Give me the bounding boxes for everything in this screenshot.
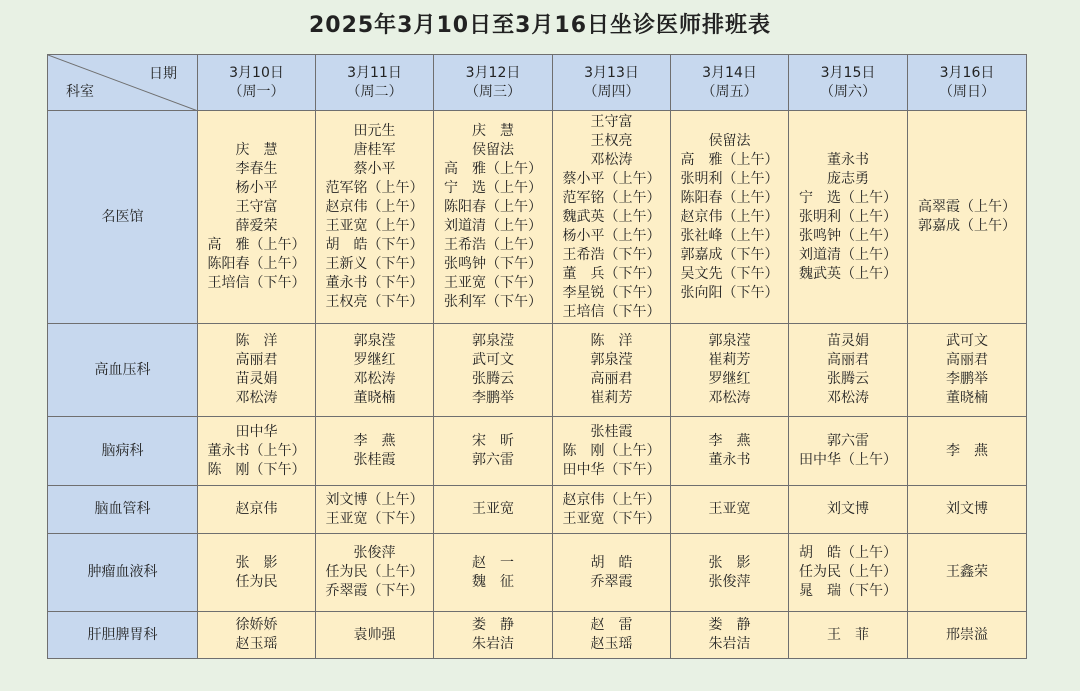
dept-name: 脑血管科	[48, 486, 198, 534]
dept-name: 高血压科	[48, 324, 198, 417]
schedule-cell: 胡 皓 乔翠霞	[553, 534, 671, 612]
day-header	[198, 55, 316, 111]
schedule-cell: 董永书 庞志勇 宁 选（上午） 张明利（上午） 张鸣钟（上午） 刘道清（上午） 魏武英（上午）	[789, 111, 908, 324]
schedule-cell: 武可文 高丽君 李鹏举 董晓楠	[908, 324, 1027, 417]
schedule-cell: 陈 洋 郭泉滢 高丽君 崔莉芳	[553, 324, 671, 417]
corner-dept-label: 科室	[66, 84, 94, 100]
day-weekday: （周四）	[583, 83, 640, 100]
day-weekday: （周三）	[465, 83, 521, 100]
schedule-cell: 庆 慧 李春生 杨小平 王守富 薛爱荣 高 雅（上午） 陈阳春（上午） 王培信（下午）	[198, 111, 316, 324]
schedule-cell: 刘文博（上午） 王亚宽（下午）	[316, 486, 434, 534]
schedule-cell: 赵 一 魏 征	[434, 534, 553, 612]
schedule-cell: 徐娇娇 赵玉瑶	[198, 612, 316, 659]
schedule-cell: 高翠霞（上午） 郭嘉成（上午）	[908, 111, 1027, 324]
schedule-cell: 李 燕	[908, 417, 1027, 486]
schedule-cell: 苗灵娟 高丽君 张腾云 邓松涛	[789, 324, 908, 417]
schedule-cell: 郭六雷 田中华（上午）	[789, 417, 908, 486]
schedule-cell: 李 燕 董永书	[671, 417, 789, 486]
corner-header	[48, 55, 198, 111]
dept-name: 肝胆脾胃科	[48, 612, 198, 659]
schedule-cell: 袁帅强	[316, 612, 434, 659]
schedule-cell: 刘文博	[908, 486, 1027, 534]
dept-row-hypertension	[48, 324, 1027, 417]
schedule-cell: 胡 皓（上午） 任为民（上午） 晁 瑞（下午）	[789, 534, 908, 612]
corner-date-label: 日期	[149, 66, 177, 82]
day-header	[789, 55, 908, 111]
schedule-cell: 庆 慧 侯留法 高 雅（上午） 宁 选（上午） 陈阳春（上午） 刘道清（上午） 王希浩（上午） 张鸣钟（下午） 王亚宽（下午） 张利军（下午）	[434, 111, 553, 324]
schedule-cell: 侯留法 高 雅（上午） 张明利（上午） 陈阳春（上午） 赵京伟（上午） 张社峰（上午） 郭嘉成（下午） 吴文先（下午） 张向阳（下午）	[671, 111, 789, 324]
schedule-cell: 田元生 唐桂军 蔡小平 范军铭（上午） 赵京伟（上午） 王亚宽（上午） 胡 皓（下午） 王新义（下午） 董永书（下午） 王权亮（下午）	[316, 111, 434, 324]
schedule-cell: 赵京伟（上午） 王亚宽（下午）	[553, 486, 671, 534]
day-header	[316, 55, 434, 111]
schedule-cell: 赵 雷 赵玉瑶	[553, 612, 671, 659]
schedule-cell: 郭泉滢 武可文 张腾云 李鹏举	[434, 324, 553, 417]
day-date: 3月13日	[584, 64, 639, 81]
dept-name: 脑病科	[48, 417, 198, 486]
day-weekday: （周二）	[346, 83, 403, 100]
page-title: 2025年3月10日至3月16日坐诊医师排班表	[308, 13, 772, 38]
dept-row-cerebrovascular	[48, 486, 1027, 534]
day-date: 3月10日	[229, 64, 284, 81]
schedule-cell: 张桂霞 陈 刚（上午） 田中华（下午）	[553, 417, 671, 486]
schedule-cell: 王守富 王权亮 邓松涛 蔡小平（上午） 范军铭（上午） 魏武英（上午） 杨小平（上午） 王希浩（下午） 董 兵（下午） 李星锐（下午） 王培信（下午）	[553, 111, 671, 324]
schedule-cell: 田中华 董永书（上午） 陈 刚（下午）	[198, 417, 316, 486]
schedule-cell: 郭泉滢 崔莉芳 罗继红 邓松涛	[671, 324, 789, 417]
header-row	[48, 55, 1027, 111]
schedule-cell: 王亚宽	[671, 486, 789, 534]
dept-name: 名医馆	[48, 111, 198, 324]
dept-row-hepatobiliary	[48, 612, 1027, 659]
day-date: 3月11日	[347, 64, 402, 81]
day-weekday: （周六）	[820, 83, 876, 100]
schedule-cell: 邢崇溢	[908, 612, 1027, 659]
dept-name: 肿瘤血液科	[48, 534, 198, 612]
schedule-cell: 李 燕 张桂霞	[316, 417, 434, 486]
schedule-cell: 刘文博	[789, 486, 908, 534]
dept-row-oncology	[48, 534, 1027, 612]
day-date: 3月16日	[939, 64, 995, 81]
schedule-cell: 娄 静 朱岩洁	[671, 612, 789, 659]
day-header	[434, 55, 553, 111]
schedule-cell: 张俊萍 任为民（上午） 乔翠霞（下午）	[316, 534, 434, 612]
schedule-cell: 王 菲	[789, 612, 908, 659]
schedule-cell: 王鑫荣	[908, 534, 1027, 612]
schedule-cell: 张 影 任为民	[198, 534, 316, 612]
dept-row-encephalopathy	[48, 417, 1027, 486]
schedule-cell: 赵京伟	[198, 486, 316, 534]
schedule-cell: 张 影 张俊萍	[671, 534, 789, 612]
dept-row-mingyiguan	[48, 111, 1027, 324]
day-weekday: （周五）	[701, 83, 758, 100]
day-header	[553, 55, 671, 111]
schedule-cell: 宋 昕 郭六雷	[434, 417, 553, 486]
day-date: 3月14日	[702, 64, 757, 81]
day-header	[908, 55, 1027, 111]
schedule-table	[47, 54, 1027, 659]
schedule-cell: 郭泉滢 罗继红 邓松涛 董晓楠	[316, 324, 434, 417]
day-date: 3月12日	[465, 64, 521, 81]
day-header	[671, 55, 789, 111]
day-date: 3月15日	[820, 64, 876, 81]
day-weekday: （周一）	[228, 83, 285, 100]
schedule-cell: 陈 洋 高丽君 苗灵娟 邓松涛	[198, 324, 316, 417]
schedule-cell: 王亚宽	[434, 486, 553, 534]
day-weekday: （周日）	[939, 83, 995, 100]
schedule-cell: 娄 静 朱岩洁	[434, 612, 553, 659]
